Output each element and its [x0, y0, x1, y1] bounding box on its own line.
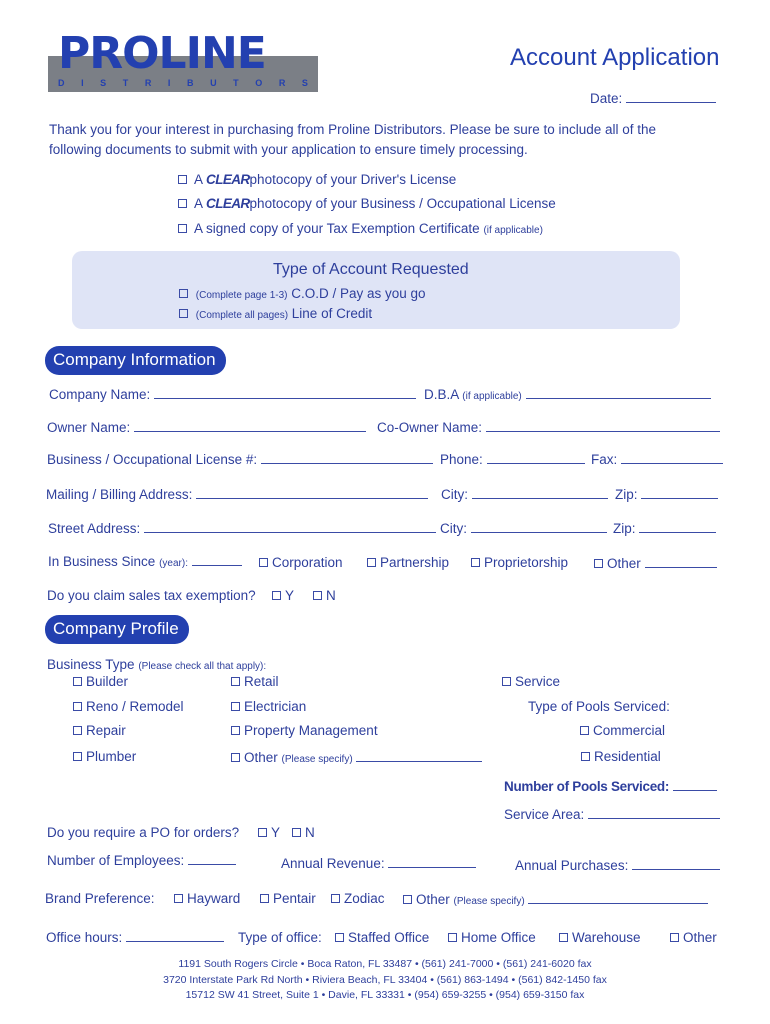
- date-input-line[interactable]: [626, 90, 716, 103]
- brand-other: Other (Please specify): [403, 891, 708, 907]
- office-other: Other: [670, 930, 717, 945]
- checkbox[interactable]: [581, 752, 590, 761]
- checkbox[interactable]: [580, 726, 589, 735]
- service-area-line[interactable]: [588, 806, 720, 819]
- checkbox[interactable]: [178, 199, 187, 208]
- clear-emphasis: CLEAR: [206, 196, 250, 211]
- brand-pentair: Pentair: [260, 891, 316, 906]
- doc-item-tax-certificate: A signed copy of your Tax Exemption Certificate (if applicable): [178, 221, 543, 236]
- street-zip-line[interactable]: [639, 520, 716, 533]
- clear-emphasis: CLEAR: [206, 172, 250, 187]
- revenue-field: Annual Revenue:: [281, 855, 476, 871]
- license-line[interactable]: [261, 451, 433, 464]
- checkbox[interactable]: [231, 753, 240, 762]
- option-partnership: Partnership: [367, 555, 449, 570]
- intro-line-1: Thank you for your interest in purchasing from Proline Distributors. Please be sure to include all of the: [49, 122, 657, 137]
- tax-exemption-yes: Y: [272, 588, 294, 603]
- checkbox[interactable]: [179, 289, 188, 298]
- checkbox[interactable]: [292, 828, 301, 837]
- co-owner-name-field: Co-Owner Name:: [377, 419, 720, 435]
- company-information-heading: Company Information: [45, 346, 226, 375]
- logo-sub-text: D I S T R I B U T O R S: [58, 78, 308, 88]
- checkbox[interactable]: [272, 591, 281, 600]
- biz-electrician: Electrician: [231, 699, 306, 714]
- dba-field: D.B.A (if applicable): [424, 386, 711, 402]
- business-type-label: Business Type (Please check all that apply):: [47, 657, 267, 672]
- po-no: N: [292, 825, 315, 840]
- tax-exemption-question: Do you claim sales tax exemption?: [47, 588, 256, 603]
- checkbox[interactable]: [367, 558, 376, 567]
- street-city-line[interactable]: [471, 520, 607, 533]
- biz-retail: Retail: [231, 674, 279, 689]
- checkbox[interactable]: [335, 933, 344, 942]
- co-owner-name-line[interactable]: [486, 419, 720, 432]
- doc-item-drivers-license: A CLEARphotocopy of your Driver's License: [178, 172, 456, 187]
- employees-line[interactable]: [188, 852, 236, 865]
- employees-field: Number of Employees:: [47, 852, 236, 868]
- num-pools-line[interactable]: [673, 778, 717, 791]
- account-option-credit: (Complete all pages) Line of Credit: [179, 306, 372, 321]
- office-home: Home Office: [448, 930, 536, 945]
- biz-property-management: Property Management: [231, 723, 378, 738]
- footer: [0, 957, 770, 1004]
- option-proprietorship: Proprietorship: [471, 555, 568, 570]
- checkbox[interactable]: [259, 558, 268, 567]
- brand-hayward: Hayward: [174, 891, 240, 906]
- purchases-field: Annual Purchases:: [515, 857, 720, 873]
- account-type-title: Type of Account Requested: [273, 261, 469, 278]
- checkbox[interactable]: [174, 894, 183, 903]
- mailing-city-field: City:: [441, 486, 608, 502]
- biz-repair: Repair: [73, 723, 126, 738]
- checkbox[interactable]: [73, 726, 82, 735]
- biz-service: Service: [502, 674, 560, 689]
- street-address-line[interactable]: [144, 520, 436, 533]
- option-corporation: Corporation: [259, 555, 343, 570]
- in-business-since-line[interactable]: [192, 553, 242, 566]
- footer-line-boca: 1191 South Rogers Circle • Boca Raton, FL 33487 • (561) 241-7000 • (561) 241-6020 fax: [178, 958, 592, 970]
- biz-builder: Builder: [73, 674, 128, 689]
- office-hours-line[interactable]: [126, 929, 224, 942]
- intro-line-2: following documents to submit with your application to ensure timely processing.: [49, 142, 528, 157]
- brand-zodiac: Zodiac: [331, 891, 385, 906]
- street-address-field: Street Address:: [48, 520, 436, 536]
- checkbox[interactable]: [471, 558, 480, 567]
- fax-field: Fax:: [591, 451, 723, 467]
- footer-line-riviera: 3720 Interstate Park Rd North • Riviera Beach, FL 33404 • (561) 863-1494 • (561) 842-1450 fax: [163, 973, 607, 986]
- logo-brand-text: PROLINE: [58, 28, 266, 79]
- fax-line[interactable]: [621, 451, 723, 464]
- mailing-zip-field: Zip:: [615, 486, 718, 502]
- revenue-line[interactable]: [388, 855, 476, 868]
- po-question: Do you require a PO for orders?: [47, 825, 240, 840]
- office-type-label: Type of office:: [238, 930, 322, 945]
- checkbox[interactable]: [331, 894, 340, 903]
- service-area-field: Service Area:: [504, 806, 720, 822]
- in-business-since-field: In Business Since (year):: [48, 553, 242, 569]
- pools-commercial: Commercial: [580, 723, 665, 738]
- biz-reno-remodel: Reno / Remodel: [73, 699, 184, 714]
- checkbox[interactable]: [448, 933, 457, 942]
- brand-other-line[interactable]: [528, 891, 708, 904]
- checkbox[interactable]: [403, 895, 412, 904]
- office-staffed: Staffed Office: [335, 930, 429, 945]
- company-name-field: Company Name:: [49, 386, 416, 402]
- office-warehouse: Warehouse: [559, 930, 641, 945]
- phone-line[interactable]: [487, 451, 585, 464]
- company-name-line[interactable]: [154, 386, 416, 399]
- checkbox[interactable]: [670, 933, 679, 942]
- date-label: Date:: [590, 91, 623, 106]
- num-pools-field: Number of Pools Serviced:: [504, 778, 717, 794]
- checkbox[interactable]: [258, 828, 267, 837]
- account-option-cod: (Complete page 1-3) C.O.D / Pay as you go: [179, 286, 426, 301]
- checkbox[interactable]: [260, 894, 269, 903]
- owner-name-line[interactable]: [134, 419, 366, 432]
- mailing-address-line[interactable]: [196, 486, 428, 499]
- company-profile-heading: Company Profile: [45, 615, 189, 644]
- owner-name-field: Owner Name:: [47, 419, 366, 435]
- doc-item-business-license: A CLEARphotocopy of your Business / Occupational License: [178, 196, 556, 211]
- street-zip-field: Zip:: [613, 520, 716, 536]
- footer-line-davie: 15712 SW 41 Street, Suite 1 • Davie, FL 33331 • (954) 659-3255 • (954) 659-3150 fax: [185, 989, 585, 1001]
- checkbox[interactable]: [179, 309, 188, 318]
- page-title: Account Application: [510, 44, 720, 71]
- pools-residential: Residential: [581, 749, 661, 764]
- checkbox[interactable]: [73, 702, 82, 711]
- checkbox[interactable]: [178, 224, 187, 233]
- date-field: [590, 90, 716, 106]
- checkbox[interactable]: [594, 559, 603, 568]
- checkbox[interactable]: [231, 677, 240, 686]
- checkbox[interactable]: [178, 175, 187, 184]
- purchases-line[interactable]: [632, 857, 720, 870]
- option-other-entity: Other: [594, 555, 717, 571]
- biz-plumber: Plumber: [73, 749, 136, 764]
- biz-other: Other (Please specify): [231, 749, 482, 765]
- po-yes: Y: [258, 825, 280, 840]
- proline-logo: [48, 28, 318, 94]
- checkbox[interactable]: [73, 752, 82, 761]
- pools-type-label: Type of Pools Serviced:: [528, 699, 670, 714]
- brand-preference-label: Brand Preference:: [45, 891, 155, 906]
- checkbox[interactable]: [559, 933, 568, 942]
- mailing-city-line[interactable]: [472, 486, 608, 499]
- checkbox[interactable]: [313, 591, 322, 600]
- other-entity-line[interactable]: [645, 555, 717, 568]
- dba-line[interactable]: [526, 386, 711, 399]
- checkbox[interactable]: [231, 702, 240, 711]
- mailing-address-field: Mailing / Billing Address:: [46, 486, 428, 502]
- checkbox[interactable]: [231, 726, 240, 735]
- street-city-field: City:: [440, 520, 607, 536]
- license-field: Business / Occupational License #:: [47, 451, 433, 467]
- tax-exemption-no: N: [313, 588, 336, 603]
- phone-field: Phone:: [440, 451, 585, 467]
- checkbox[interactable]: [502, 677, 511, 686]
- mailing-zip-line[interactable]: [641, 486, 718, 499]
- office-hours-field: Office hours:: [46, 929, 224, 945]
- checkbox[interactable]: [73, 677, 82, 686]
- biz-other-line[interactable]: [356, 749, 482, 762]
